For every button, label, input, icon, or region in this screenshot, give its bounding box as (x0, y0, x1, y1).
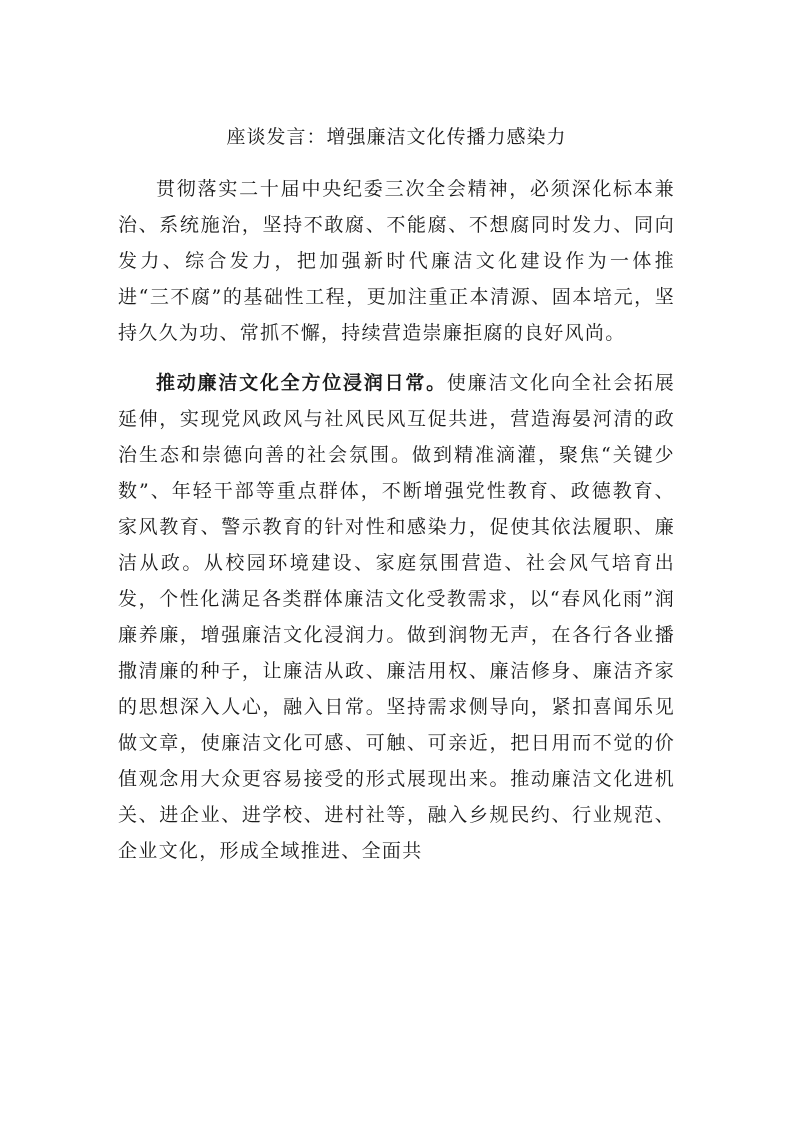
document-title: 座谈发言：增强廉洁文化传播力感染力 (226, 126, 567, 148)
paragraph-lead: 推动廉洁文化全方位浸润日常。 (156, 372, 447, 394)
document-body (118, 171, 675, 869)
paragraph-text: 使廉洁文化向全社会拓展延伸，实现党风政风与社风民风互促共进，营造海晏河清的政治生态和崇德向善的社会氛围。做到精准滴灌，聚焦“关键少数”、年轻干部等重点群体，不断增强党性教育、政德教育、家风教育、警示教育的针对性和感染力，促使其依法履职、廉洁从政。从校园环境建设、家庭氛围营造、社会风气培育出发，个性化满足各类群体廉洁文化受教需求，以“春风化雨”润廉养廉，增强廉洁文化浸润力。做到润物无声，在各行各业播撒清廉的种子，让廉洁从政、廉洁用权、廉洁修身、廉洁齐家的思想深入人心，融入日常。坚持需求侧导向，紧扣喜闻乐见做文章，使廉洁文化可感、可触、可亲近，把日用而不觉的价值观念用大众更容易接受的形式展现出来。推动廉洁文化进机关、进企业、进学校、进村社等，融入乡规民约、行业规范、企业文化，形成全域推进、全面共 (118, 372, 675, 862)
paragraph-section-1 (118, 365, 675, 869)
paragraph-intro (118, 171, 675, 351)
paragraph-text: 贯彻落实二十届中央纪委三次全会精神，必须深化标本兼治、系统施治，坚持不敢腐、不能腐、不想腐同时发力、同向发力、综合发力，把加强新时代廉洁文化建设作为一体推进“三不腐”的基础性工程，更加注重正本清源、固本培元，坚持久久为功、常抓不懈，持续营造崇廉拒腐的良好风尚。 (118, 178, 675, 344)
